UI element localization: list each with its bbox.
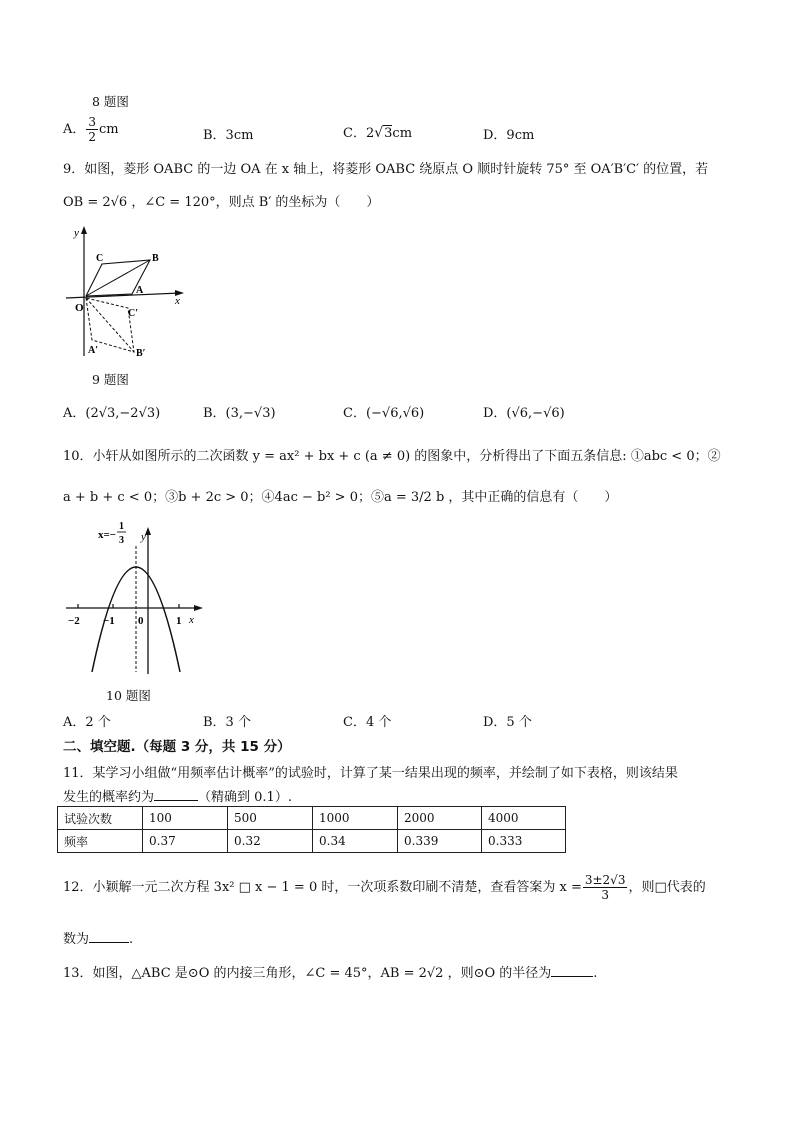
q10-x-arrow bbox=[194, 605, 203, 611]
q10-label-y: y bbox=[141, 531, 146, 543]
q9-option-c: C．(−√6,√6) bbox=[343, 406, 425, 421]
q10-label-t1: −2 bbox=[68, 615, 80, 627]
table-cell: 500 bbox=[228, 807, 313, 830]
q11-answer-blank bbox=[154, 788, 198, 801]
q9-caption: 9 题图 bbox=[92, 372, 129, 387]
q10-option-a: A．2 个 bbox=[63, 715, 111, 730]
q9-label-c: C bbox=[96, 253, 104, 264]
q8-option-b: B．3cm bbox=[203, 128, 254, 143]
table-cell: 0.34 bbox=[313, 830, 398, 853]
q12-stem-line1: 12．小颖解一元二次方程 3x² □ x − 1 = 0 时，一次项系数印刷不清楚，查看答案为 x = $\frac{3\pm 2√3}{3}$ ，则□代表的 bbox=[63, 873, 706, 902]
table-cell: 试验次数 bbox=[58, 807, 143, 830]
q10-label-t2: −1 bbox=[103, 615, 115, 627]
q12-answer-blank bbox=[89, 930, 129, 943]
q10-y-arrow bbox=[145, 527, 151, 535]
table-cell: 0.37 bbox=[143, 830, 228, 853]
q10-caption: 10 题图 bbox=[106, 688, 151, 703]
q10-label-x: x bbox=[189, 614, 194, 626]
q9-rhombus-figure bbox=[62, 222, 192, 362]
q13-stem: 13．如图，△ABC 是⊙O 的内接三角形，∠C = 45°，AB = 2√2 ，则⊙O 的半径为 . bbox=[63, 966, 598, 981]
q9-label-a: A bbox=[136, 285, 144, 296]
q8-option-d: D．9cm bbox=[483, 128, 535, 143]
table-cell: 0.339 bbox=[398, 830, 482, 853]
table-row bbox=[58, 830, 566, 853]
q11-stem-line1: 11．某学习小组做“用频率估计概率”的试验时，计算了某一结果出现的频率，并绘制了如下表格，则该结果 bbox=[63, 766, 678, 781]
q9-label-a1: A′ bbox=[88, 345, 99, 356]
q9-option-a: A．(2√3,−2√3) bbox=[63, 406, 161, 421]
table-cell: 4000 bbox=[482, 807, 566, 830]
q9-option-b: B．(3,−√3) bbox=[203, 406, 276, 421]
q10-option-d: D．5 个 bbox=[483, 715, 532, 730]
table-cell: 0.32 bbox=[228, 830, 313, 853]
q10-option-b: B．3 个 bbox=[203, 715, 251, 730]
q9-x-axis bbox=[66, 293, 180, 298]
q9-stem-line1: 9．如图，菱形 OABC 的一边 OA 在 x 轴上，将菱形 OABC 绕原点 O 顺时针旋转 75° 至 OA′B′C′ 的位置，若 bbox=[63, 162, 709, 177]
q11-frequency-table bbox=[57, 806, 566, 853]
table-cell: 频率 bbox=[58, 830, 143, 853]
q9-diagonal-ob1 bbox=[86, 298, 134, 352]
q10-label-num: 1 bbox=[119, 521, 124, 532]
q9-stem-line2: OB = 2√6 ，∠C = 120°，则点 B′ 的坐标为（ ） bbox=[63, 195, 380, 210]
q13-answer-blank bbox=[551, 964, 593, 977]
q9-label-y: y bbox=[74, 227, 79, 239]
table-cell: 100 bbox=[143, 807, 228, 830]
table-cell: 2000 bbox=[398, 807, 482, 830]
q10-stem-line2: a + b + c < 0；③b + 2c > 0；④4ac − b² > 0；⑤a = 3/2 b ，其中正确的信息有（ ） bbox=[63, 490, 618, 505]
table-cell: 1000 bbox=[313, 807, 398, 830]
q10-option-c: C．4 个 bbox=[343, 715, 392, 730]
q10-label-t4: 1 bbox=[176, 615, 182, 627]
q9-label-o: O bbox=[75, 302, 84, 314]
q9-y-arrow bbox=[81, 226, 87, 234]
q9-label-b: B bbox=[152, 253, 159, 264]
q9-option-d: D．(√6,−√6) bbox=[483, 406, 565, 421]
q9-label-c1: C′ bbox=[128, 308, 139, 319]
table-row bbox=[58, 807, 566, 830]
q8-caption: 8 题图 bbox=[92, 94, 129, 109]
table-cell: 0.333 bbox=[482, 830, 566, 853]
q12-stem-line2: 数为 . bbox=[63, 932, 134, 947]
q8-option-a: A． $\frac{3}{2}$ cm bbox=[63, 115, 119, 144]
q9-label-x: x bbox=[175, 295, 180, 307]
q10-label-xeq: x=− bbox=[98, 529, 117, 541]
q10-stem-line1: 10．小轩从如图所示的二次函数 y = ax² + bx + c (a ≠ 0) 的图象中，分析得出了下面五条信息: ①abc < 0；② bbox=[63, 449, 721, 464]
q11-stem-line2: 发生的概率约为 （精确到 0.1）. bbox=[63, 790, 292, 805]
q9-label-b1: B′ bbox=[136, 348, 146, 359]
q10-label-t3: 0 bbox=[138, 615, 144, 627]
section-2-heading: 二、填空题.（每题 3 分，共 15 分） bbox=[63, 739, 291, 755]
q8-option-c: C．2√3cm bbox=[343, 125, 413, 141]
q10-label-den: 3 bbox=[119, 535, 124, 546]
q10-parabola-figure bbox=[62, 516, 212, 680]
